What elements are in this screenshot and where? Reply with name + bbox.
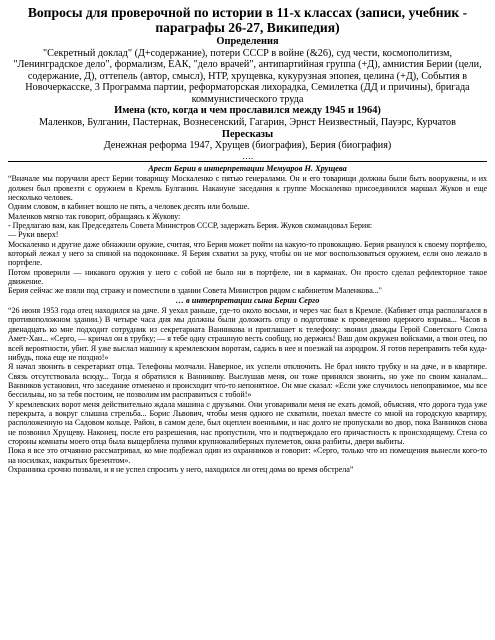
memoir1-heading: Арест Берии в интерпретации Мемуаров Н. Хрущева — [148, 163, 347, 173]
memoir2-heading: … в интерпретации сына Берии Серго — [175, 295, 320, 305]
memoir1-paragraph: Берия сейчас же взяли под стражу и поместили в здании Совета Министров рядом с кабинетом Маленкова..." — [8, 286, 382, 296]
memoir1-paragraph: Москаленко и другие даже обнажили оружие, считая, что Берия может пойти на какую-то провокацию. Берия рванулся к своему портфелю, который лежал у него за спиной на подоконнике. Я Берия схватил за руку, чтобы он не мог воспользоваться оружием, если оно лежало в портфеле. — [8, 239, 487, 268]
definitions-heading: Определения — [216, 36, 279, 47]
memoir1-paragraph: - Предлагаю вам, как Председатель Совета Министров СССР, задержать Берия. Жуков скомандовал Берия: — [8, 220, 373, 230]
memoir2-paragraph: Охранника срочно позвали, и я не успел спросить у него, находился ли отец дома во время обстрела” — [8, 464, 354, 474]
retell-heading: Пересказы — [221, 128, 274, 140]
document-title: Вопросы для проверочной по истории в 11-х классах (записи, учебник - параграфы 26-27, Википедия) — [27, 5, 468, 35]
memoir1-paragraph: Одним словом, в кабинет вошло не пять, а человек десять или больше. — [8, 202, 250, 212]
memoir1-paragraph: — Руки вверх! — [8, 230, 59, 240]
memoir2-paragraph: “26 июня 1953 года отец находился на даче. Я уехал раньше, где-то около восьми, и через час был в Кремле. (Кабинет отца располагался в противоположном здании.) В четыре часа дня мы должны были доложить отцу о подготовке к проведению ядерного взрыва... Часов в двенадцать ко мне подходит сотрудник из секретариата Ванникова и приглашает к телефону: звонил дважды Герой Советского Союза Амет-Хан... «Серго, — кричал он в трубку; — я тебе одну страшную весть сообщу, но держись! Ваш дом окружен войсками, а твои отец, по всей вероятности, убит. Я уже выслал машину к кремлевским воротам, садись в нее и поезжай на аэродром. Я готов переправить тебя куда-нибудь, пока еще не поздно!» — [8, 306, 487, 362]
definitions-text: "Секретный доклад" (Д+содержание), потери СССР в войне (&26), суд чести, космополитизм, "Ленинградское дело", формализм, ЕАК, "дело врачей", антипартийная группа (+Д), амнистия Берии (цели, содержание, Д), оттепель (автор, смысл), НТР, хрущевка, кукурузная эпопея, целина (+Д), События в Новочеркасске, 3 Программа партии, реформаторская лихорадка, Семилетка (ДД и причины), бригада коммунистического труда — [13, 47, 482, 105]
retell-text: Денежная реформа 1947, Хрущев (биография), Берия (биография) — [103, 140, 392, 152]
memoir1-paragraph: Потом проверили — никакого оружия у него с собой не было ни в портфеле, ни в карманах. Он просто сделал рефлекторное такое движение. — [8, 267, 487, 286]
memoir2-paragraph: У кремлевских ворот меня действительно ждала машина с друзьями. Они уговаривали меня не ехать домой, объясняя, что дорога туда уже перекрыта, а вокруг слышна стрельба... Борис Львович, чтобы меня одного не схватили, поехал вместе со мной на городскую квартиру, расположенную на Садовом кольце. Район, в самом деле, был оцеплен военными, и нас долго не пропускали во двор, пока Ванников снова не позвонил Хрущеву. Наконец, после его разрешения, нас пропустили, что и подтверждало его причастность к происходящему. Стена со стороны комнаты моего отца была выщерблена пулями крупнокалиберных пулеметов, окна разбиты, двери выбиты. — [8, 399, 487, 446]
separator-dots: …. — [241, 150, 254, 161]
memoir1-paragraph: “Вначале мы поручили арест Берии товарищу Москаленко с пятью генералами. Он и его товарищи должны были быть вооружены, и их должен был провезти с оружием в Кремль Булганин. Накануне заседания к группе Москаленко присоединился маршал Жуков и еще несколько человек. — [8, 174, 487, 202]
names-heading: Имена (кто, когда и чем прославился между 1945 и 1964) — [114, 105, 381, 117]
memoir1-paragraph: Маленков мягко так говорит, обращаясь к Жукову: — [8, 211, 181, 221]
names-text: Маленков, Булганин, Пастернак, Вознесенский, Гагарин, Эрнст Неизвестный, Пауэрс, Курчатов — [39, 116, 456, 128]
memoir2-paragraph: Пока я все это отчаянно рассматривал, ко мне подбежал один из охранников и говорит: «Серго, только что из помещения вынесли кого-то на носилках, накрытых брезентом». — [8, 446, 487, 465]
divider — [8, 161, 487, 162]
memoir2-paragraph: Я начал звонить в секретариат отца. Телефоны молчали. Наверное, их успели отключить. Не брал никто трубку и на даче, и в квартире. Связь отсутствовала всюду... Тогда я обратился к Ванникову. Выслушав меня, он тоже принялся звонить, но уже по своим каналам... Ванников установил, что заседание отменено и происходит что-то непонятное. Он мне сказал: «Если уже случилось непоправимое, мы все бессильны, но за тебя постоим, не позволим им расправиться с тобой!» — [8, 362, 487, 400]
